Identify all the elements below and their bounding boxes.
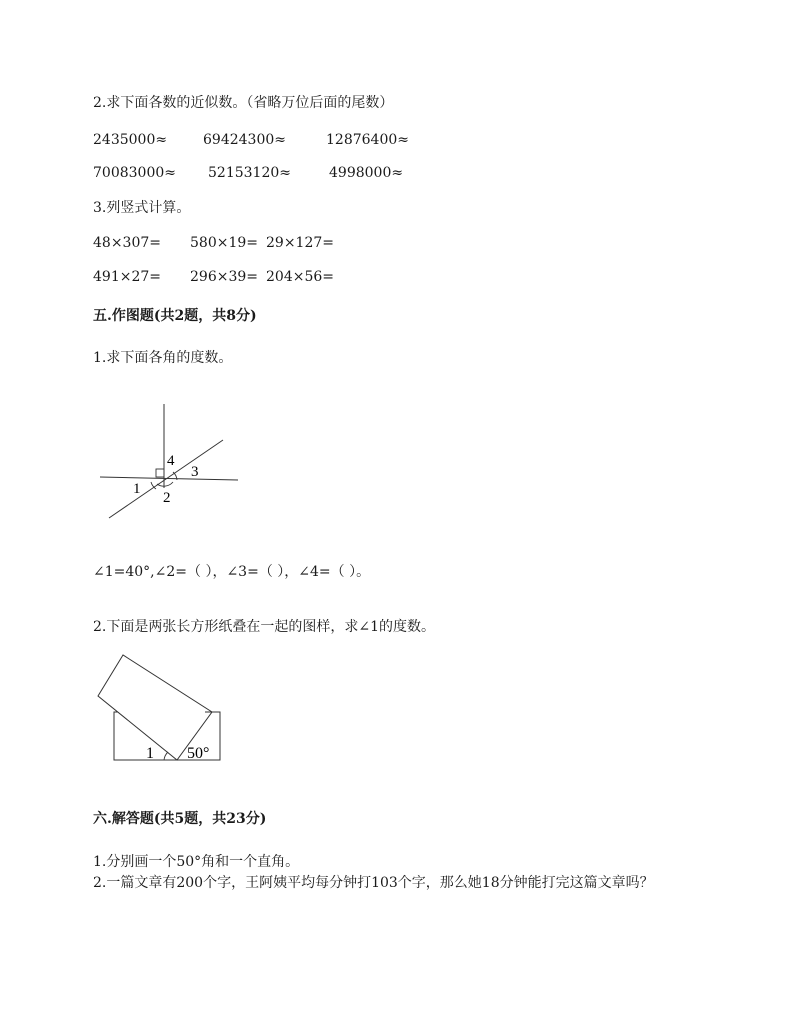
q3-r1-c1: 48×307= — [93, 235, 161, 251]
q3-r1-c3: 29×127= — [266, 235, 334, 251]
q2-r2-c3: 4998000≈ — [329, 165, 404, 181]
section6-title: 六.解答题(共5题，共23分) — [93, 811, 267, 827]
q3-title: 3.列竖式计算。 — [93, 200, 191, 216]
q3-r2-c3: 204×56= — [266, 269, 334, 285]
rectangles-figure — [94, 648, 234, 768]
q3-r1-c2: 580×19= — [190, 235, 258, 251]
angle-label-3: 3 — [191, 464, 199, 480]
angle-label-2: 2 — [163, 490, 171, 506]
angles-figure — [95, 398, 255, 528]
section5-title: 五.作图题(共2题，共8分) — [93, 308, 257, 324]
q2-r2-c2: 52153120≈ — [208, 165, 291, 181]
s6-q1: 1.分别画一个50°角和一个直角。 — [93, 854, 300, 870]
q3-r2-c2: 296×39= — [190, 269, 258, 285]
q2-r2-c1: 70083000≈ — [93, 165, 176, 181]
angle-label-1: 1 — [133, 481, 141, 497]
q2-r1-c1: 2435000≈ — [93, 132, 168, 148]
angle-label-4: 4 — [167, 453, 175, 469]
s5-q2-title: 2.下面是两张长方形纸叠在一起的图样，求∠1的度数。 — [93, 619, 435, 635]
q2-r1-c3: 12876400≈ — [326, 132, 409, 148]
s6-q2: 2.一篇文章有200个字，王阿姨平均每分钟打103个字，那么她18分钟能打完这篇文章吗？ — [93, 875, 654, 891]
q2-r1-c2: 69424300≈ — [203, 132, 286, 148]
q2-title: 2.求下面各数的近似数。（省略万位后面的尾数） — [93, 95, 394, 111]
s5-q1-answer: ∠1=40°,∠2=（ ），∠3=（ ），∠4=（ ）。 — [93, 564, 371, 580]
angle-label-50: 50° — [187, 745, 210, 762]
s5-q1-title: 1.求下面各角的度数。 — [93, 350, 233, 366]
q3-r2-c1: 491×27= — [93, 269, 161, 285]
right-angle-marker — [156, 469, 164, 477]
angle-label-1-rect: 1 — [146, 745, 154, 762]
angle-arc-1 — [164, 752, 168, 760]
